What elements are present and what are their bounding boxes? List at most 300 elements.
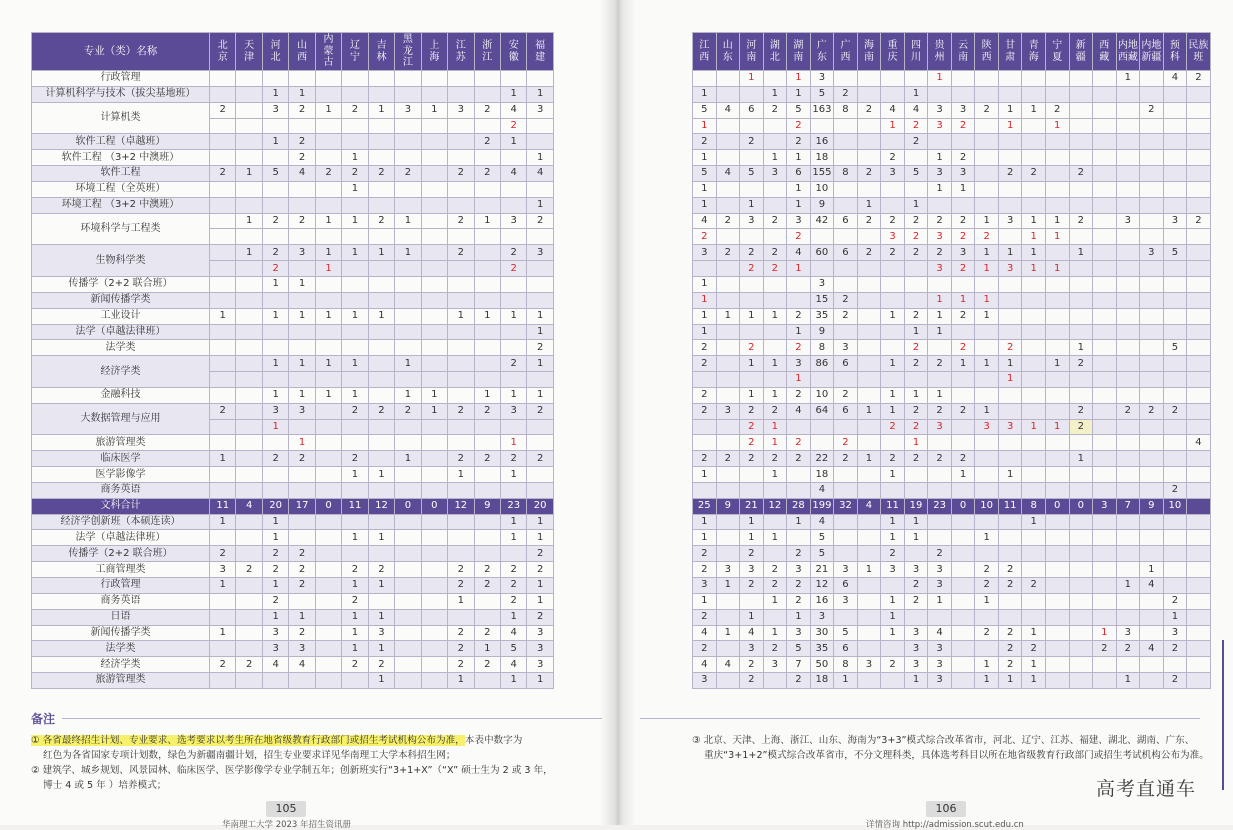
table-cell (763, 372, 787, 388)
table-cell: 1 (1069, 245, 1093, 261)
table-cell (1140, 197, 1164, 213)
table-cell (289, 71, 315, 87)
table-cell: 1 (881, 514, 905, 530)
table-cell (1069, 562, 1093, 578)
table-cell (1116, 562, 1140, 578)
table-cell: 4 (904, 102, 928, 118)
table-cell (1045, 245, 1069, 261)
table-cell: 2 (740, 451, 764, 467)
table-cell (342, 276, 368, 292)
table-cell: 4 (740, 625, 764, 641)
table-cell (716, 118, 740, 134)
table-cell: 1 (787, 150, 811, 166)
table-cell (975, 71, 999, 87)
table-cell: 1 (693, 181, 717, 197)
table-cell (474, 435, 500, 451)
notes-left (31, 734, 591, 793)
table-cell (500, 71, 526, 87)
table-cell (210, 134, 236, 150)
table-cell (421, 86, 447, 102)
table-cell: 10 (810, 181, 834, 197)
table-cell (395, 482, 421, 498)
table-cell (904, 609, 928, 625)
table-cell (1022, 71, 1046, 87)
table-cell: 86 (810, 356, 834, 372)
major-name: 医学影像学 (32, 467, 210, 483)
table-cell (315, 657, 341, 673)
table-cell (236, 340, 262, 356)
table-cell: 23 (500, 498, 526, 514)
table-cell (395, 229, 421, 245)
table-cell (1187, 609, 1211, 625)
table-cell: 1 (500, 308, 526, 324)
table-cell (1069, 71, 1093, 87)
table-cell: 2 (928, 546, 952, 562)
table-cell: 21 (810, 562, 834, 578)
table-cell (1140, 213, 1164, 229)
table-cell (527, 467, 553, 483)
table-cell (342, 118, 368, 134)
table-cell (210, 482, 236, 498)
table-cell (881, 435, 905, 451)
table-cell: 3 (500, 403, 526, 419)
table-cell (787, 482, 811, 498)
table-cell (1045, 514, 1069, 530)
table-cell: 1 (289, 308, 315, 324)
table-cell (1116, 245, 1140, 261)
table-cell: 4 (289, 166, 315, 182)
table-cell (315, 435, 341, 451)
table-cell: 3 (716, 562, 740, 578)
table-cell (1022, 403, 1046, 419)
table-cell: 5 (810, 530, 834, 546)
table-cell (262, 324, 288, 340)
table-cell (236, 324, 262, 340)
table-cell (395, 435, 421, 451)
table-row (32, 641, 554, 657)
table-cell (210, 197, 236, 213)
table-cell (998, 403, 1022, 419)
table-cell: 1 (975, 356, 999, 372)
table-cell (716, 150, 740, 166)
table-cell: 2 (998, 166, 1022, 182)
table-cell: 2 (1163, 403, 1187, 419)
table-cell (857, 356, 881, 372)
table-cell (421, 71, 447, 87)
table-cell: 1 (693, 324, 717, 340)
table-cell: 2 (787, 387, 811, 403)
table-cell (857, 261, 881, 277)
table-cell: 2 (1069, 213, 1093, 229)
major-name: 工商管理类 (32, 562, 210, 578)
table-cell: 1 (740, 609, 764, 625)
table-cell (1163, 86, 1187, 102)
table-cell (998, 530, 1022, 546)
table-cell (904, 292, 928, 308)
table-cell: 3 (928, 102, 952, 118)
table-cell: 1 (740, 308, 764, 324)
table-cell: 25 (693, 498, 717, 514)
table-cell: 1 (975, 657, 999, 673)
table-cell: 1 (787, 609, 811, 625)
table-cell: 2 (1069, 166, 1093, 182)
table-cell (236, 467, 262, 483)
table-cell: 3 (740, 562, 764, 578)
table-cell: 1 (527, 197, 553, 213)
table-cell: 2 (262, 562, 288, 578)
table-cell: 2 (881, 245, 905, 261)
table-cell (1045, 482, 1069, 498)
table-cell (1116, 435, 1140, 451)
table-row (32, 387, 554, 403)
table-cell: 1 (693, 86, 717, 102)
province-column-header: 山 西 (289, 33, 315, 71)
table-cell: 1 (1140, 562, 1164, 578)
table-cell (474, 546, 500, 562)
table-cell: 2 (975, 625, 999, 641)
table-cell (834, 71, 858, 87)
table-cell (1022, 356, 1046, 372)
table-cell: 2 (998, 657, 1022, 673)
table-cell (1093, 324, 1117, 340)
table-cell (951, 514, 975, 530)
table-cell (1093, 562, 1117, 578)
table-cell: 1 (857, 403, 881, 419)
table-cell: 2 (527, 403, 553, 419)
table-cell (262, 118, 288, 134)
table-cell (951, 609, 975, 625)
table-cell: 2 (500, 245, 526, 261)
table-cell (1093, 435, 1117, 451)
table-cell (262, 71, 288, 87)
table-cell (1022, 546, 1046, 562)
book-gutter (600, 0, 636, 825)
table-cell (236, 578, 262, 594)
table-cell (834, 372, 858, 388)
table-cell: 1 (998, 467, 1022, 483)
table-cell (1093, 403, 1117, 419)
table-cell: 1 (693, 467, 717, 483)
table-cell: 1 (951, 467, 975, 483)
table-cell (342, 324, 368, 340)
table-cell: 5 (904, 166, 928, 182)
table-cell: 3 (975, 419, 999, 435)
table-cell: 1 (904, 324, 928, 340)
table-cell (1116, 261, 1140, 277)
table-cell: 2 (740, 134, 764, 150)
table-cell (975, 276, 999, 292)
major-name: 计算机科学与技术（拔尖基地班） (32, 86, 210, 102)
table-cell: 21 (740, 498, 764, 514)
table-cell (881, 578, 905, 594)
table-cell: 9 (1140, 498, 1164, 514)
table-row (32, 625, 554, 641)
table-cell (857, 593, 881, 609)
table-cell (1045, 530, 1069, 546)
table-cell: 1 (500, 435, 526, 451)
table-cell: 1 (210, 451, 236, 467)
table-cell: 2 (1022, 578, 1046, 594)
table-cell: 2 (904, 451, 928, 467)
table-cell (289, 482, 315, 498)
table-cell (1045, 467, 1069, 483)
table-cell: 1 (693, 308, 717, 324)
table-cell (474, 245, 500, 261)
table-cell: 3 (928, 673, 952, 689)
table-cell (315, 372, 341, 388)
table-cell (527, 276, 553, 292)
table-cell: 2 (527, 213, 553, 229)
table-cell: 8 (810, 340, 834, 356)
table-cell (527, 292, 553, 308)
table-cell: 1 (975, 673, 999, 689)
table-cell: 6 (834, 641, 858, 657)
table-cell (421, 482, 447, 498)
table-cell (1140, 482, 1164, 498)
table-cell: 1 (763, 387, 787, 403)
table-cell (1187, 102, 1211, 118)
table-cell (210, 641, 236, 657)
table-cell: 2 (1093, 641, 1117, 657)
table-cell: 3 (951, 102, 975, 118)
table-cell (834, 419, 858, 435)
table-row (32, 71, 554, 87)
table-cell (763, 482, 787, 498)
table-cell (368, 261, 394, 277)
table-cell: 0 (395, 498, 421, 514)
table-cell (1187, 482, 1211, 498)
table-cell: 2 (763, 403, 787, 419)
table-cell (1093, 71, 1117, 87)
table-cell (763, 229, 787, 245)
table-cell (448, 118, 474, 134)
table-cell: 1 (289, 609, 315, 625)
table-cell: 2 (448, 625, 474, 641)
table-cell (1187, 324, 1211, 340)
table-cell (1140, 609, 1164, 625)
table-cell (951, 625, 975, 641)
table-row (32, 276, 554, 292)
table-cell: 2 (740, 673, 764, 689)
table-cell (421, 451, 447, 467)
table-cell: 5 (500, 641, 526, 657)
table-cell (928, 530, 952, 546)
table-cell: 60 (810, 245, 834, 261)
table-cell (1069, 578, 1093, 594)
table-cell (951, 419, 975, 435)
table-cell: 2 (693, 641, 717, 657)
table-cell: 3 (787, 356, 811, 372)
table-cell: 1 (857, 562, 881, 578)
table-cell: 1 (342, 530, 368, 546)
table-cell: 1 (236, 213, 262, 229)
table-cell (1163, 356, 1187, 372)
table-cell: 1 (368, 609, 394, 625)
table-cell (904, 71, 928, 87)
table-cell (951, 562, 975, 578)
table-cell: 1 (1116, 578, 1140, 594)
table-cell (1140, 657, 1164, 673)
table-cell: 6 (834, 245, 858, 261)
table-cell (289, 593, 315, 609)
table-cell (904, 372, 928, 388)
table-cell (315, 71, 341, 87)
table-cell: 1 (1022, 102, 1046, 118)
table-cell (448, 435, 474, 451)
table-cell (395, 546, 421, 562)
table-cell (342, 673, 368, 689)
left-page-number: 105 (266, 801, 306, 817)
table-cell (1093, 451, 1117, 467)
table-cell (975, 340, 999, 356)
table-cell: 4 (500, 625, 526, 641)
table-cell (763, 514, 787, 530)
table-cell: 2 (500, 356, 526, 372)
table-cell (834, 514, 858, 530)
table-cell (368, 546, 394, 562)
table-cell (904, 261, 928, 277)
table-cell (500, 181, 526, 197)
table-cell: 1 (928, 308, 952, 324)
table-cell (951, 324, 975, 340)
table-cell (1093, 593, 1117, 609)
table-cell (368, 276, 394, 292)
table-cell: 3 (763, 657, 787, 673)
watermark: 高考直通车 (1096, 778, 1197, 800)
table-cell: 1 (693, 197, 717, 213)
table-cell (1140, 324, 1164, 340)
table-cell: 2 (368, 166, 394, 182)
table-cell (368, 324, 394, 340)
table-cell: 4 (1140, 641, 1164, 657)
table-cell (368, 340, 394, 356)
table-cell (857, 308, 881, 324)
table-cell: 1 (998, 102, 1022, 118)
table-cell: 2 (474, 166, 500, 182)
table-cell (315, 419, 341, 435)
table-cell (1069, 514, 1093, 530)
table-cell (716, 593, 740, 609)
table-cell: 2 (448, 657, 474, 673)
table-cell (834, 609, 858, 625)
table-cell (500, 482, 526, 498)
major-name: 环境工程（全英班） (32, 181, 210, 197)
table-cell: 1 (395, 387, 421, 403)
table-cell: 1 (368, 102, 394, 118)
table-cell: 1 (928, 387, 952, 403)
table-cell: 1 (1069, 451, 1093, 467)
note2-line2: 博士 4 或 5 年 ）培养模式； (43, 779, 167, 791)
table-cell (834, 546, 858, 562)
table-row (693, 609, 1211, 625)
table-cell: 2 (881, 546, 905, 562)
table-cell (1116, 593, 1140, 609)
table-cell: 1 (881, 308, 905, 324)
table-cell (1069, 181, 1093, 197)
table-cell (1163, 166, 1187, 182)
province-column-header: 陕 西 (975, 33, 999, 71)
table-cell (998, 451, 1022, 467)
table-cell (951, 276, 975, 292)
table-cell (368, 435, 394, 451)
table-cell: 1 (763, 435, 787, 451)
table-cell: 2 (1045, 102, 1069, 118)
table-cell: 1 (527, 308, 553, 324)
table-cell: 3 (904, 562, 928, 578)
major-name: 旅游管理类 (32, 435, 210, 451)
table-cell: 0 (1045, 498, 1069, 514)
table-cell (1163, 419, 1187, 435)
table-cell (834, 134, 858, 150)
table-row (693, 372, 1211, 388)
table-cell (262, 292, 288, 308)
table-cell: 2 (474, 403, 500, 419)
table-cell: 2 (448, 562, 474, 578)
table-cell (1140, 625, 1164, 641)
table-cell: 2 (904, 134, 928, 150)
table-cell (1069, 86, 1093, 102)
table-cell: 12 (763, 498, 787, 514)
table-cell: 3 (787, 625, 811, 641)
table-cell (1187, 86, 1211, 102)
table-cell (1163, 229, 1187, 245)
table-cell (474, 609, 500, 625)
table-cell (975, 372, 999, 388)
table-cell (448, 546, 474, 562)
note1-line2: 红色为各省国家专项计划数，绿色为新疆南疆计划，招生专业要求详见华南理工大学本科招生网； (43, 749, 456, 761)
table-cell: 1 (236, 166, 262, 182)
table-cell (1116, 372, 1140, 388)
table-row (32, 609, 554, 625)
table-cell: 1 (928, 181, 952, 197)
table-cell: 15 (810, 292, 834, 308)
table-cell: 4 (716, 166, 740, 182)
table-cell (421, 562, 447, 578)
table-cell: 155 (810, 166, 834, 182)
table-cell (236, 451, 262, 467)
province-column-header: 民族 班 (1187, 33, 1211, 71)
table-cell (1187, 467, 1211, 483)
table-cell (1093, 356, 1117, 372)
table-cell (693, 419, 717, 435)
table-cell: 2 (289, 546, 315, 562)
table-cell (951, 578, 975, 594)
table-cell: 1 (368, 641, 394, 657)
table-cell: 2 (342, 102, 368, 118)
table-cell: 7 (787, 657, 811, 673)
table-cell (1163, 261, 1187, 277)
table-cell (500, 340, 526, 356)
table-cell: 1 (342, 387, 368, 403)
table-cell (763, 546, 787, 562)
table-cell: 1 (1022, 213, 1046, 229)
table-cell (1022, 276, 1046, 292)
table-cell: 1 (904, 387, 928, 403)
table-cell (834, 118, 858, 134)
table-cell (857, 482, 881, 498)
table-row (32, 673, 554, 689)
table-cell (368, 86, 394, 102)
table-cell: 1 (740, 197, 764, 213)
table-cell: 2 (881, 213, 905, 229)
table-cell (289, 530, 315, 546)
table-cell (1140, 530, 1164, 546)
table-cell (763, 292, 787, 308)
table-cell: 1 (1069, 340, 1093, 356)
table-cell (210, 71, 236, 87)
table-cell (236, 609, 262, 625)
table-cell: 4 (857, 498, 881, 514)
